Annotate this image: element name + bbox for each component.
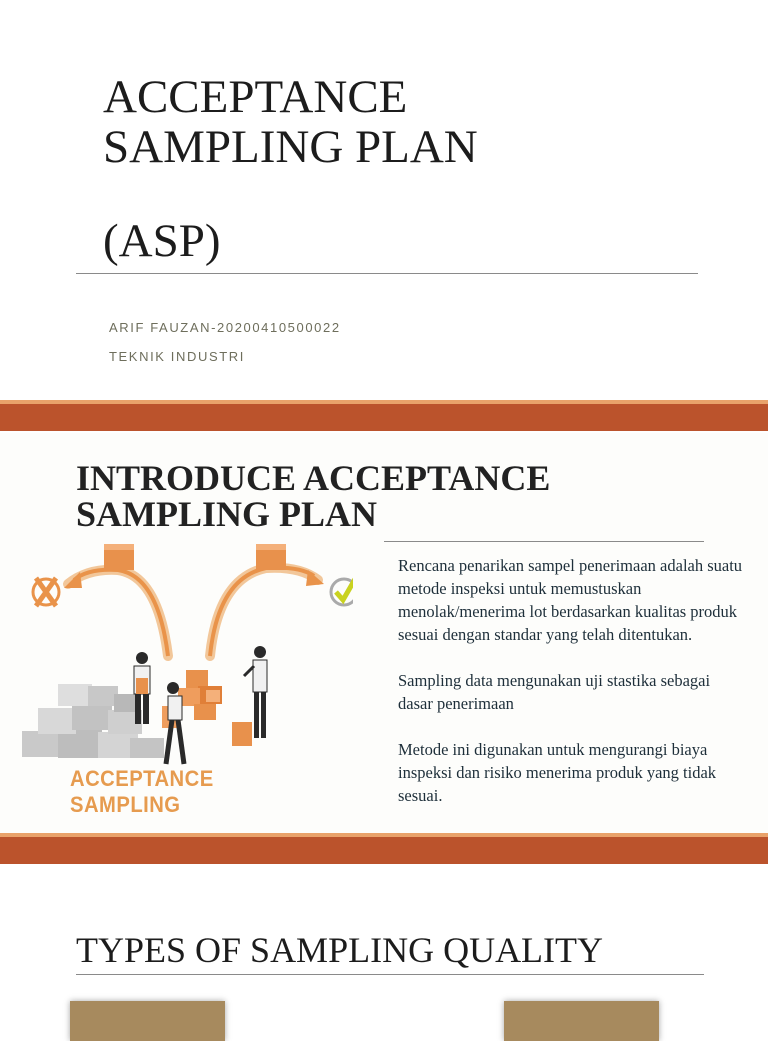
package-box-icon [256, 544, 286, 570]
slide1-title [103, 72, 703, 266]
slide2-paragraph-2: Sampling data mengunakan uji stastika sebagai dasar penerimaan [398, 671, 711, 713]
slide2-paragraph-1: Rencana penarikan sampel penerimaan adalah suatu metode inspeksi untuk memustuskan menolak/menerima lot berdasarkan kualitas produk sesuai dengan standar yang telah ditentukan. [398, 556, 743, 644]
slide1-title-line3: (ASP) [103, 215, 221, 267]
slide2-body [398, 554, 743, 830]
slide1-department: TEKNIK INDUSTRI [109, 349, 245, 364]
accept-arrow [210, 568, 318, 656]
slide3-title: TYPES OF SAMPLING QUALITY [76, 930, 604, 970]
grey-box-pile [22, 684, 164, 758]
slide1-divider [76, 273, 698, 274]
acceptance-sampling-illustration [18, 536, 353, 798]
sampling-type-card-2-label [504, 1001, 659, 1019]
sampling-type-card-2 [504, 1001, 659, 1041]
slide1-author: ARIF FAUZAN-20200410500022 [109, 320, 341, 335]
reject-arrow [68, 570, 168, 656]
slide2-title: INTRODUCE ACCEPTANCE SAMPLING PLAN [76, 458, 551, 534]
reject-x-icon [33, 578, 59, 606]
slide2-paragraph-3: Metode ini digunakan untuk mengurangi biaya inspeksi dan risiko menerima produk yang tidak sesuai. [398, 740, 717, 805]
package-box-icon [104, 544, 134, 570]
illustration-caption: ACCEPTANCE SAMPLING [70, 766, 214, 817]
slide3-divider [76, 974, 704, 975]
slide1-title-line1: ACCEPTANCE [103, 71, 408, 123]
slide1-title-line2: SAMPLING PLAN [103, 121, 478, 173]
sampling-type-card-1-label [70, 1001, 225, 1019]
accept-arrow-line [210, 568, 314, 656]
accept-check-icon [331, 574, 353, 605]
slide-separator [0, 400, 768, 431]
slide-separator [0, 833, 768, 864]
slide2-divider [384, 541, 704, 542]
sampling-type-card-1 [70, 1001, 225, 1041]
